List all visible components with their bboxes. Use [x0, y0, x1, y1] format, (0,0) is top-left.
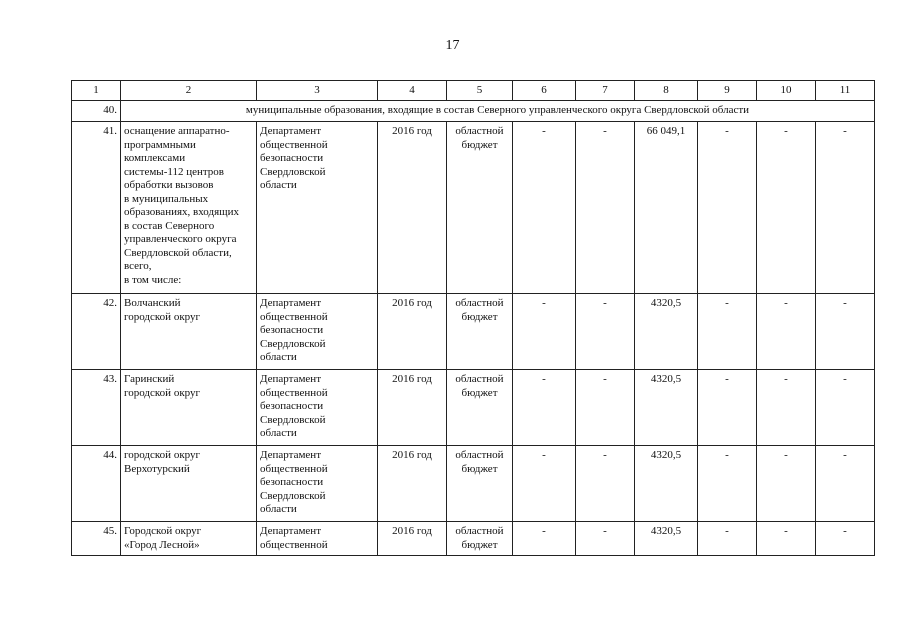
measure-name: Гаринский городской округ	[121, 370, 257, 446]
value-col-6: -	[513, 446, 576, 522]
table-row	[72, 370, 875, 446]
funding-source: областной бюджет	[447, 446, 513, 522]
funding-source: областной бюджет	[447, 294, 513, 370]
table-row	[72, 522, 875, 556]
value-col-6: -	[513, 294, 576, 370]
column-number: 10	[757, 81, 816, 101]
value-col-11: -	[816, 446, 875, 522]
value-col-11: -	[816, 122, 875, 294]
measure-name: Волчанский городской округ	[121, 294, 257, 370]
value-col-6: -	[513, 370, 576, 446]
column-number: 3	[257, 81, 378, 101]
value-col-11: -	[816, 522, 875, 556]
row-number: 45.	[72, 522, 121, 556]
column-number: 11	[816, 81, 875, 101]
row-number: 42.	[72, 294, 121, 370]
value-col-7: -	[576, 370, 635, 446]
value-col-10: -	[757, 122, 816, 294]
column-number: 9	[698, 81, 757, 101]
column-number: 8	[635, 81, 698, 101]
value-col-6: -	[513, 522, 576, 556]
column-number: 5	[447, 81, 513, 101]
column-number-row	[72, 81, 875, 101]
year: 2016 год	[378, 370, 447, 446]
year: 2016 год	[378, 446, 447, 522]
year: 2016 год	[378, 522, 447, 556]
measure-name: городской округ Верхотурский	[121, 446, 257, 522]
measure-name: оснащение аппаратно- программными комплексами системы-112 центров обработки вызовов в муниципальных образованиях, входящих в состав Северного управленческого округа Свердловской области, всего, в том числе:	[121, 122, 257, 294]
program-table	[71, 80, 875, 556]
value-col-9: -	[698, 294, 757, 370]
row-number: 44.	[72, 446, 121, 522]
value-col-10: -	[757, 294, 816, 370]
value-col-10: -	[757, 446, 816, 522]
column-number: 1	[72, 81, 121, 101]
value-col-8: 4320,5	[635, 370, 698, 446]
value-col-8: 4320,5	[635, 446, 698, 522]
value-col-9: -	[698, 446, 757, 522]
executor: Департамент общественной безопасности Свердловской области	[257, 294, 378, 370]
value-col-11: -	[816, 294, 875, 370]
year: 2016 год	[378, 122, 447, 294]
page-number: 17	[445, 38, 460, 53]
value-col-8: 66 049,1	[635, 122, 698, 294]
table-row	[72, 446, 875, 522]
value-col-7: -	[576, 522, 635, 556]
value-col-11: -	[816, 370, 875, 446]
table-row	[72, 122, 875, 294]
value-col-9: -	[698, 122, 757, 294]
executor: Департамент общественной	[257, 522, 378, 556]
value-col-10: -	[757, 370, 816, 446]
column-number: 4	[378, 81, 447, 101]
row-number: 40.	[72, 101, 121, 122]
funding-source: областной бюджет	[447, 370, 513, 446]
executor: Департамент общественной безопасности Свердловской области	[257, 446, 378, 522]
row-number: 43.	[72, 370, 121, 446]
funding-source: областной бюджет	[447, 122, 513, 294]
row-number: 41.	[72, 122, 121, 294]
year: 2016 год	[378, 294, 447, 370]
executor: Департамент общественной безопасности Свердловской области	[257, 122, 378, 294]
column-number: 7	[576, 81, 635, 101]
value-col-7: -	[576, 294, 635, 370]
value-col-7: -	[576, 446, 635, 522]
funding-source: областной бюджет	[447, 522, 513, 556]
value-col-10: -	[757, 522, 816, 556]
value-col-9: -	[698, 522, 757, 556]
value-col-6: -	[513, 122, 576, 294]
value-col-9: -	[698, 370, 757, 446]
column-number: 2	[121, 81, 257, 101]
table-row	[72, 294, 875, 370]
executor: Департамент общественной безопасности Свердловской области	[257, 370, 378, 446]
value-col-8: 4320,5	[635, 522, 698, 556]
measure-name: Городской округ «Город Лесной»	[121, 522, 257, 556]
column-number: 6	[513, 81, 576, 101]
section-row	[72, 101, 875, 122]
value-col-7: -	[576, 122, 635, 294]
section-title: муниципальные образования, входящие в состав Северного управленческого округа Свердловской области	[121, 101, 875, 122]
value-col-8: 4320,5	[635, 294, 698, 370]
